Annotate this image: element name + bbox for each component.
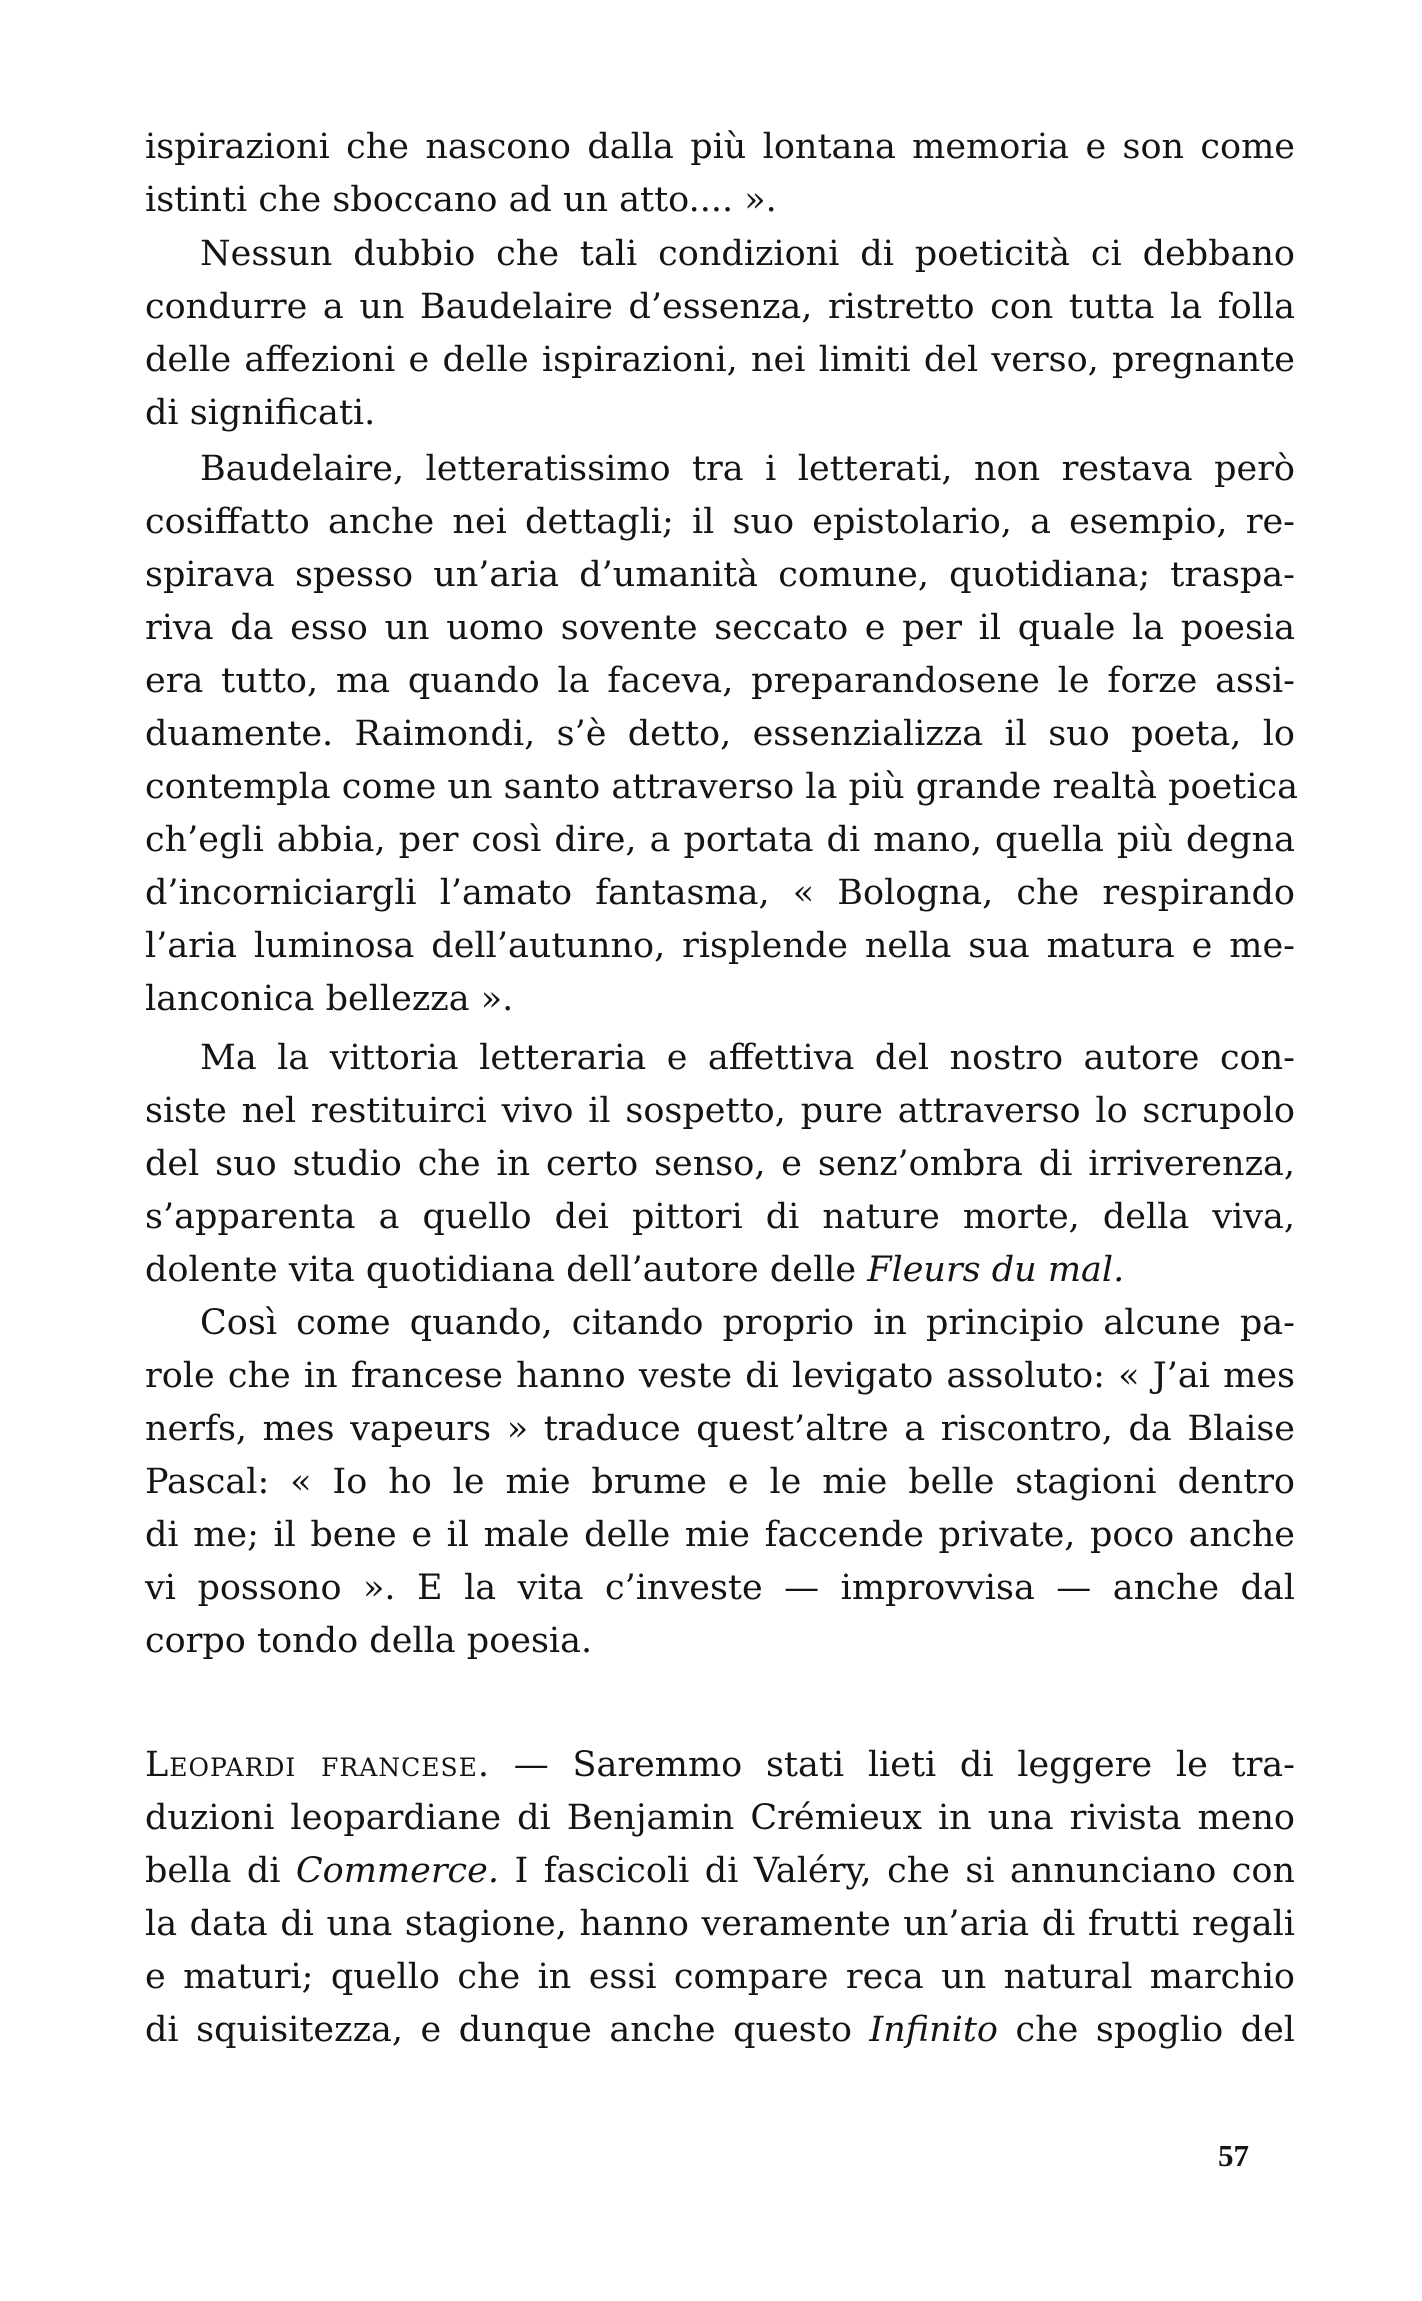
text-segment: che spoglio del <box>998 2010 1295 2050</box>
text-line: condurre a un Baudelaire d’essenza, ristretto con tutta la folla <box>145 287 1295 327</box>
text-line: contempla come un santo attraverso la più grande realtà poetica <box>145 767 1299 807</box>
text-line: lanconica bellezza ». <box>145 979 514 1019</box>
page-number: 57 <box>1218 2138 1249 2173</box>
text-segment: I fascicoli di Valéry, che si annunciano con <box>499 1851 1295 1891</box>
text-line: era tutto, ma quando la faceva, preparandosene le forze assi- <box>145 661 1295 701</box>
text-line: d’incorniciargli l’amato fantasma, « Bologna, che respirando <box>145 873 1295 913</box>
text-line: vi possono ». E la vita c’investe — improvvisa — anche dal <box>145 1568 1295 1608</box>
text-line: di significati. <box>145 393 376 433</box>
text-line: siste nel restituirci vivo il sospetto, pure attraverso lo scrupolo <box>145 1091 1295 1131</box>
text-line: ch’egli abbia, per così dire, a portata di mano, quella più degna <box>145 820 1295 860</box>
text-line: role che in francese hanno veste di levigato assoluto: « J’ai mes <box>145 1356 1295 1396</box>
text-line: l’aria luminosa dell’autunno, risplende nella sua matura e me- <box>145 926 1295 966</box>
text-line: Baudelaire, letteratissimo tra i letterati, non restava però <box>200 449 1295 489</box>
text-line: istinti che sboccano ad un atto.... ». <box>145 180 777 220</box>
text-line: Pascal: « Io ho le mie brume e le mie belle stagioni dentro <box>145 1462 1295 1502</box>
text-line <box>145 2008 1295 2052</box>
section-first-line <box>145 1743 1295 1787</box>
text-line: e maturi; quello che in essi compare reca un natural marchio <box>145 1957 1295 1997</box>
text-segment: bella di <box>145 1851 296 1891</box>
text-line: spirava spesso un’aria d’umanità comune, quotidiana; traspa- <box>145 555 1295 595</box>
text-segment: — Saremmo stati lieti di leggere le tra- <box>490 1745 1295 1785</box>
text-line: del suo studio che in certo senso, e senz’ombra di irriverenza, <box>145 1144 1295 1184</box>
text-line <box>145 1849 1295 1893</box>
text-line: Ma la vittoria letteraria e affettiva del nostro autore con- <box>200 1038 1295 1078</box>
text-line: duzioni leopardiane di Benjamin Crémieux in una rivista meno <box>145 1798 1295 1838</box>
text-line: s’apparenta a quello dei pittori di nature morte, della viva, <box>145 1197 1295 1237</box>
text-segment: di squisitezza, e dunque anche questo <box>145 2010 870 2050</box>
poem-title: Infinito <box>869 2010 999 2050</box>
journal-title: Commerce. <box>295 1851 499 1891</box>
text-line: Così come quando, citando proprio in principio alcune pa- <box>200 1303 1295 1343</box>
text-line: Nessun dubbio che tali condizioni di poeticità ci debbano <box>200 234 1295 274</box>
text-line: di me; il bene e il male delle mie faccende private, poco anche <box>145 1515 1295 1555</box>
text-segment: dolente vita quotidiana dell’autore delle <box>145 1250 868 1290</box>
text-line: nerfs, mes vapeurs » traduce quest’altre a riscontro, da Blaise <box>145 1409 1295 1449</box>
text-line <box>145 1248 1295 1292</box>
section-heading: Leopardi francese. <box>145 1745 491 1785</box>
text-line: corpo tondo della poesia. <box>145 1621 593 1661</box>
text-line: cosiffatto anche nei dettagli; il suo epistolario, a esempio, re- <box>145 502 1295 542</box>
text-line: ispirazioni che nascono dalla più lontana memoria e son come <box>145 127 1295 167</box>
text-line: la data di una stagione, hanno veramente un’aria di frutti regali <box>145 1904 1295 1944</box>
book-title: Fleurs du mal. <box>867 1250 1125 1290</box>
text-line: duamente. Raimondi, s’è detto, essenzializza il suo poeta, lo <box>145 714 1295 754</box>
text-line: delle affezioni e delle ispirazioni, nei limiti del verso, pregnante <box>145 340 1295 380</box>
text-line: riva da esso un uomo sovente seccato e per il quale la poesia <box>145 608 1295 648</box>
